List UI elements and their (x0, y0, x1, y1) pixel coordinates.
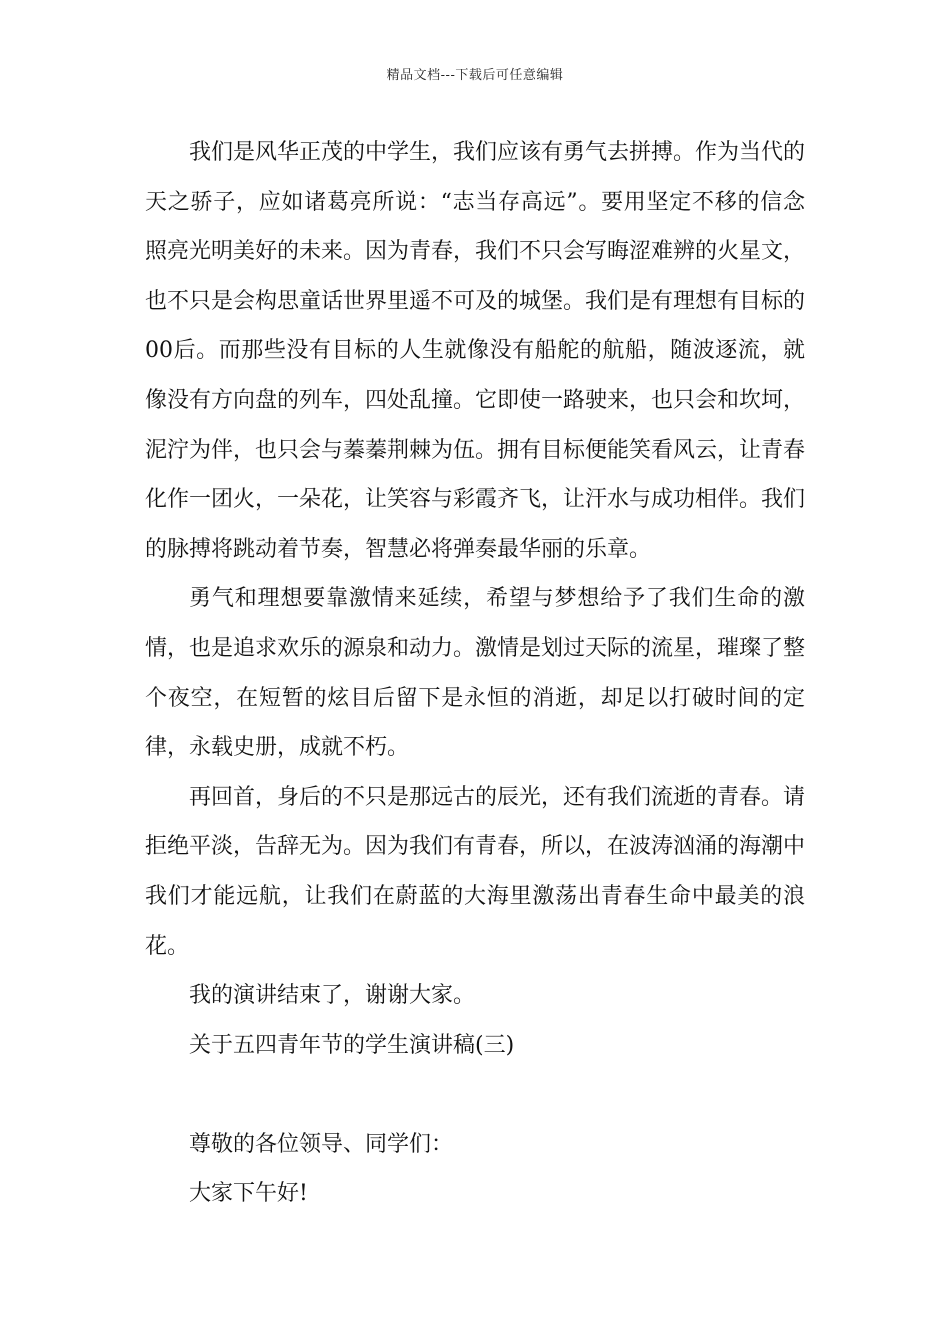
document-body (145, 128, 805, 1219)
page-header: 精品文档---下载后可任意编辑 (386, 68, 564, 83)
salutation: 尊敬的各位领导、同学们： (189, 1131, 454, 1157)
blank-line (145, 1070, 805, 1120)
paragraph-youth-goals: 我们是风华正茂的中学生，我们应该有勇气去拼搏。作为当代的天之骄子，应如诸葛亮所说：“志当存高远”。要用坚定不移的信念照亮光明美好的未来。因为青春，我们不只会写晦涩难辨的火星文，也不只是会构思童话世界里遥不可及的城堡。我们是有理想有目标的00后。而那些没有目标的人生就像没有船舵的航船，随波逐流，就像没有方向盘的列车，四处乱撞。它即使一路驶来，也只会和坎坷，泥泞为伴，也只会与蓁蓁荆棘为伍。拥有目标便能笑看风云，让青春化作一团火，一朵花，让笑容与彩霞齐飞，让汗水与成功相伴。我们的脉搏将跳动着节奏，智慧必将弹奏最华丽的乐章。 (145, 140, 806, 562)
paragraph-passion: 勇气和理想要靠激情来延续，希望与梦想给予了我们生命的激情，也是追求欢乐的源泉和动力。激情是划过天际的流星，璀璨了整个夜空，在短暂的炫目后留下是永恒的消逝，却足以打破时间的定律，永载史册，成就不朽。 (145, 586, 806, 761)
paragraph-look-back: 再回首，身后的不只是那远古的辰光，还有我们流逝的青春。请拒绝平淡，告辞无为。因为我们有青春，所以，在波涛汹涌的海潮中我们才能远航，让我们在蔚蓝的大海里激荡出青春生命中最美的浪花。 (145, 784, 806, 959)
greeting: 大家下午好! (189, 1181, 308, 1207)
section-title: 关于五四青年节的学生演讲稿(三) (189, 1032, 515, 1058)
paragraph-closing: 我的演讲结束了，谢谢大家。 (189, 983, 476, 1009)
